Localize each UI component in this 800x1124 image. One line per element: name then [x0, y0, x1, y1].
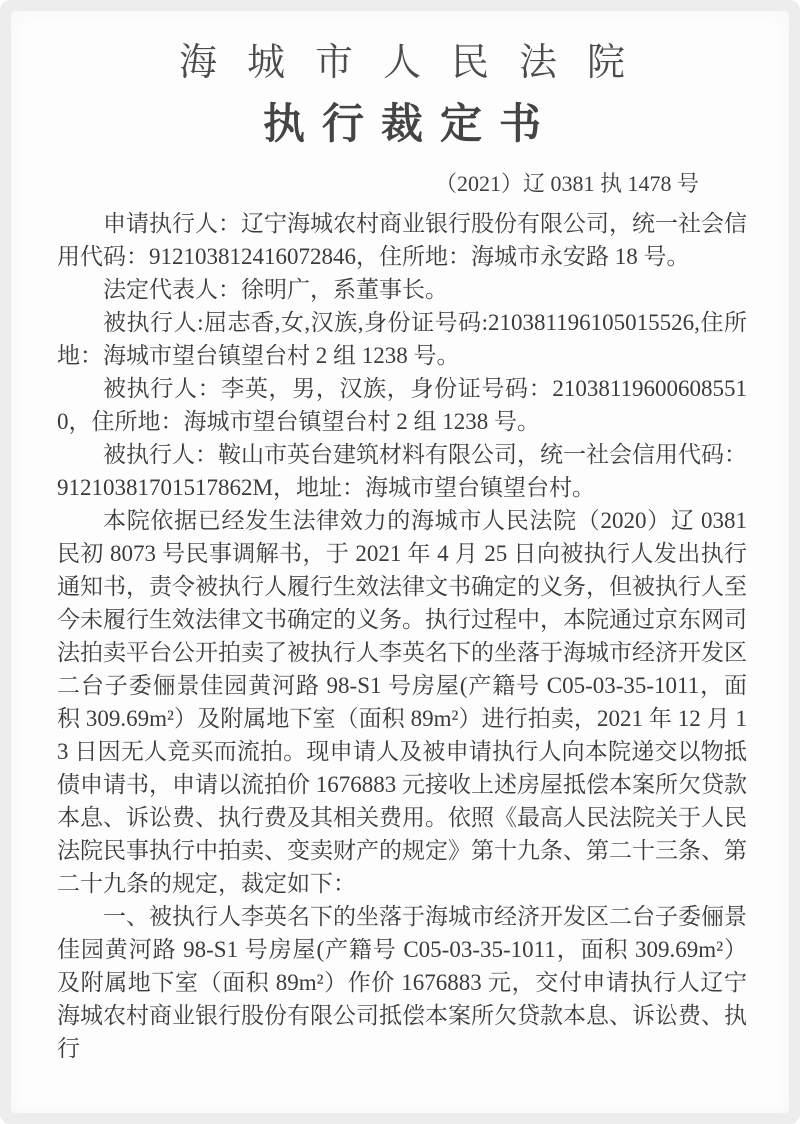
court-name-heading: 海城市人民法院 — [178, 42, 655, 84]
paragraph: 本院依据已经发生法律效力的海城市人民法院（2020）辽 0381 民初 8073 号民事调解书，于 2021 年 4 月 25 日向被执行人发出执行通知书，责令被执行人履行生效法律文书确定的义务，但被执行人至今未履行生效法律文书确定的义务。执行过程中，本院通过京东网司法拍卖平台公开拍卖了被执行人李英名下的坐落于海城市经济开发区二台子委俪景佳园黄河路 98-S1 号房屋(产籍号 C05-03-35-1011，面积 309.69m²）及附属地下室（面积 89m²）进行拍卖，2021 年 12 月 13 日因无人竞买而流拍。现申请人及被申请执行人向本院递交以物抵债申请书，申请以流拍价 1676883 元接收上述房屋抵偿本案所欠贷款本息、诉讼费、执行费及其相关费用。依照《最高人民法院关于人民法院民事执行中拍卖、变卖财产的规定》第十九条、第二十三条、第二十九条的规定，裁定如下： — [57, 508, 747, 896]
case-number: （2021）辽 0381 执 1478 号 — [434, 171, 699, 196]
document-title: 执行裁定书 — [262, 102, 558, 148]
paragraph: 被执行人:屈志香,女,汉族,身份证号码:210381196105015526,住所地：海城市望台镇望台村 2 组 1238 号。 — [57, 310, 747, 368]
paragraph: 一、被执行人李英名下的坐落于海城市经济开发区二台子委俪景佳园黄河路 98-S1 号房屋(产籍号 C05-03-35-1011，面积 309.69m²）及附属地下室（面积 89m²）作价 1676883 元，交付申请执行人辽宁海城农村商业银行股份有限公司抵偿本案所欠贷款本息、诉讼费、执行 — [57, 904, 747, 1061]
paragraph: 申请执行人：辽宁海城农村商业银行股份有限公司，统一社会信用代码：912103812416072846，住所地：海城市永安路 18 号。 — [57, 211, 747, 269]
document-page — [11, 11, 789, 1113]
paragraph: 法定代表人：徐明广，系董事长。 — [103, 277, 448, 302]
document-paragraphs — [57, 207, 747, 1065]
paragraph: 被执行人：鞍山市英台建筑材料有限公司，统一社会信用代码：91210381701517862M，地址：海城市望台镇望台村。 — [57, 442, 747, 500]
paragraph: 被执行人：李英，男，汉族，身份证号码：210381196006085510，住所地：海城市望台镇望台村 2 组 1238 号。 — [57, 376, 747, 434]
